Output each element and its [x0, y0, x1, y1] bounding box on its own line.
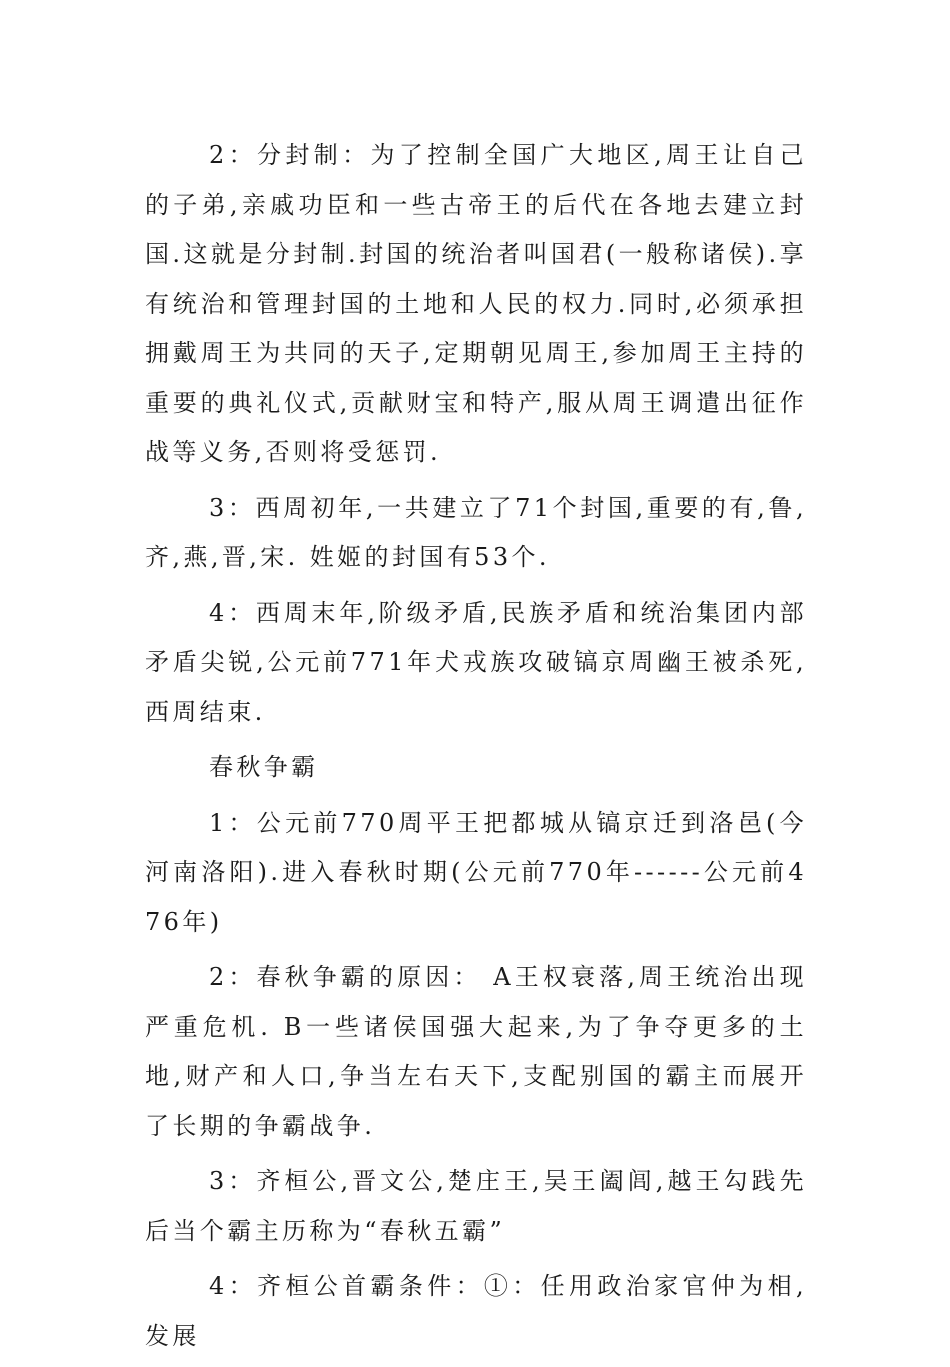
paragraph-fengjian: 2：分封制：为了控制全国广大地区,周王让自己的子弟,亲戚功臣和一些古帝王的后代在各地去建立封国.这就是分封制.封国的统治者叫国君(一般称诸侯).享有统治和管理封国的土地和人民的权力.同时,必须承担拥戴周王为共同的天子,定期朝见周王,参加周王主持的重要的典礼仪式,贡献财宝和特产,服从周王调遣出征作战等义务,否则将受惩罚. — [145, 141, 807, 466]
paragraph-pingwang: 1：公元前770周平王把都城从镐京迁到洛邑(今河南洛阳).进入春秋时期(公元前770年------公元前476年) — [145, 808, 807, 936]
document-body — [145, 131, 807, 1367]
paragraph-wuba: 3：齐桓公,晋文公,楚庄王,吴王阖闾,越王勾践先后当个霸主历称为“春秋五霸” — [145, 1167, 807, 1245]
paragraph-xizhou-end: 4：西周末年,阶级矛盾,民族矛盾和统治集团内部矛盾尖锐,公元前771年犬戎族攻破镐京周幽王被杀死,西周结束. — [145, 598, 807, 726]
paragraph-zhengba-reasons: 2：春秋争霸的原因： A王权衰落,周王统治出现严重危机. B一些诸侯国强大起来,为了争夺更多的土地,财产和人口,争当左右天下,支配别国的霸主而展开了长期的争霸战争. — [145, 963, 807, 1140]
paragraph-qi-huangong: 4：齐桓公首霸条件：①：任用政治家官仲为相,发展 — [145, 1272, 807, 1350]
section-heading-chunqiu: 春秋争霸 — [209, 753, 319, 781]
paragraph-fengguo-count: 3：西周初年,一共建立了71个封国,重要的有,鲁,齐,燕,晋,宋. 姓姬的封国有53个. — [145, 493, 807, 571]
